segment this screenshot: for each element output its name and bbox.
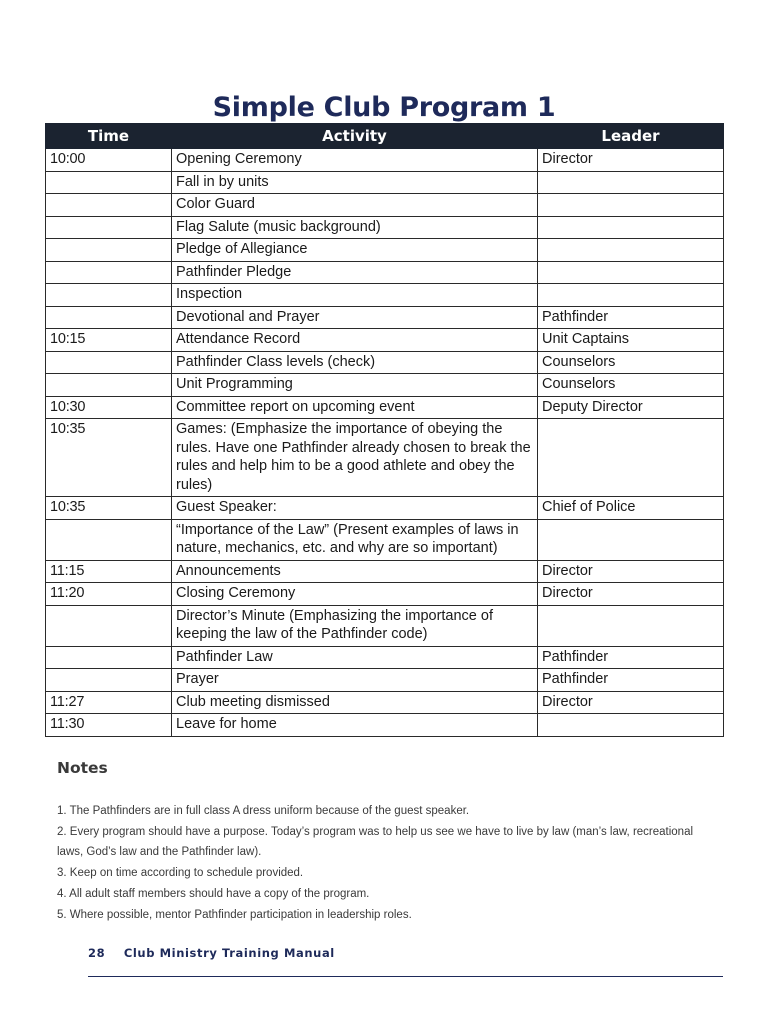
- activity-cell: Pathfinder Pledge: [172, 261, 538, 284]
- leader-cell: [538, 216, 724, 239]
- notes-list: [57, 801, 707, 925]
- table-row: [46, 560, 724, 583]
- activity-cell: Club meeting dismissed: [172, 691, 538, 714]
- leader-cell: [538, 284, 724, 307]
- note-item: 3. Keep on time according to schedule provided.: [57, 867, 304, 880]
- activity-cell: Prayer: [172, 669, 538, 692]
- time-cell: [46, 605, 172, 646]
- activity-cell: Director’s Minute (Emphasizing the importance of keeping the law of the Pathfinder code): [172, 605, 538, 646]
- activity-cell: “Importance of the Law” (Present examples of laws in nature, mechanics, etc. and why are so important): [172, 519, 538, 560]
- leader-cell: Counselors: [538, 351, 724, 374]
- time-cell: 11:30: [46, 714, 172, 737]
- table-row: [46, 171, 724, 194]
- table-row: [46, 239, 724, 262]
- time-cell: [46, 239, 172, 262]
- activity-cell: Flag Salute (music background): [172, 216, 538, 239]
- leader-cell: [538, 239, 724, 262]
- table-row: [46, 605, 724, 646]
- time-cell: 11:27: [46, 691, 172, 714]
- time-cell: [46, 171, 172, 194]
- table-row: [46, 284, 724, 307]
- table-row: [46, 691, 724, 714]
- activity-cell: Committee report on upcoming event: [172, 396, 538, 419]
- leader-cell: Counselors: [538, 374, 724, 397]
- time-cell: 10:00: [46, 149, 172, 172]
- table-row: [46, 396, 724, 419]
- leader-cell: Director: [538, 691, 724, 714]
- table-row: [46, 194, 724, 217]
- time-cell: 10:15: [46, 329, 172, 352]
- leader-cell: Pathfinder: [538, 306, 724, 329]
- time-cell: [46, 351, 172, 374]
- leader-cell: [538, 261, 724, 284]
- table-row: [46, 216, 724, 239]
- time-cell: [46, 306, 172, 329]
- leader-cell: Director: [538, 583, 724, 606]
- table-row: [46, 261, 724, 284]
- table-header-row: [46, 124, 724, 149]
- leader-cell: [538, 605, 724, 646]
- activity-cell: Pledge of Allegiance: [172, 239, 538, 262]
- activity-cell: Devotional and Prayer: [172, 306, 538, 329]
- table-row: [46, 497, 724, 520]
- activity-cell: Opening Ceremony: [172, 149, 538, 172]
- time-cell: 11:15: [46, 560, 172, 583]
- time-cell: [46, 646, 172, 669]
- page-title: Simple Club Program 1: [212, 92, 556, 124]
- table-row: [46, 646, 724, 669]
- program-table: [45, 123, 724, 737]
- table-row: [46, 419, 724, 497]
- activity-cell: Pathfinder Law: [172, 646, 538, 669]
- time-cell: [46, 261, 172, 284]
- time-cell: [46, 519, 172, 560]
- leader-cell: Director: [538, 149, 724, 172]
- activity-cell: Attendance Record: [172, 329, 538, 352]
- table-row: [46, 149, 724, 172]
- activity-cell: Leave for home: [172, 714, 538, 737]
- table-row: [46, 374, 724, 397]
- leader-cell: Deputy Director: [538, 396, 724, 419]
- manual-title: Club Ministry Training Manual: [123, 946, 335, 960]
- table-row: [46, 583, 724, 606]
- time-cell: 11:20: [46, 583, 172, 606]
- page-footer: [88, 946, 335, 960]
- leader-cell: Pathfinder: [538, 669, 724, 692]
- activity-cell: Color Guard: [172, 194, 538, 217]
- note-item: 5. Where possible, mentor Pathfinder participation in leadership roles.: [57, 908, 412, 921]
- activity-cell: Unit Programming: [172, 374, 538, 397]
- table-row: [46, 351, 724, 374]
- header-leader: Leader: [538, 124, 724, 149]
- leader-cell: [538, 171, 724, 194]
- time-cell: 10:35: [46, 497, 172, 520]
- leader-cell: [538, 419, 724, 497]
- leader-cell: Chief of Police: [538, 497, 724, 520]
- table-row: [46, 329, 724, 352]
- time-cell: 10:30: [46, 396, 172, 419]
- leader-cell: Pathfinder: [538, 646, 724, 669]
- leader-cell: Unit Captains: [538, 329, 724, 352]
- time-cell: [46, 669, 172, 692]
- time-cell: [46, 194, 172, 217]
- activity-cell: Fall in by units: [172, 171, 538, 194]
- time-cell: [46, 284, 172, 307]
- table-row: [46, 714, 724, 737]
- leader-cell: Director: [538, 560, 724, 583]
- footer-divider: [88, 976, 723, 977]
- activity-cell: Games: (Emphasize the importance of obeying the rules. Have one Pathfinder already chosen to break the rules and help him to be a good athlete and obey the rules): [172, 419, 538, 497]
- activity-cell: Pathfinder Class levels (check): [172, 351, 538, 374]
- activity-cell: Inspection: [172, 284, 538, 307]
- table-row: [46, 306, 724, 329]
- time-cell: [46, 216, 172, 239]
- activity-cell: Announcements: [172, 560, 538, 583]
- note-item: 4. All adult staff members should have a copy of the program.: [57, 887, 370, 900]
- note-item: 1. The Pathfinders are in full class A dress uniform because of the guest speaker.: [57, 805, 470, 817]
- activity-cell: Closing Ceremony: [172, 583, 538, 606]
- notes-heading: Notes: [57, 759, 108, 777]
- leader-cell: [538, 714, 724, 737]
- time-cell: [46, 374, 172, 397]
- header-activity: Activity: [172, 124, 538, 149]
- header-time: Time: [46, 124, 172, 149]
- table-body: [46, 149, 724, 737]
- table-row: [46, 519, 724, 560]
- time-cell: 10:35: [46, 419, 172, 497]
- table-row: [46, 669, 724, 692]
- page-number: 28: [88, 946, 106, 960]
- leader-cell: [538, 194, 724, 217]
- activity-cell: Guest Speaker:: [172, 497, 538, 520]
- note-item: 2. Every program should have a purpose. Today’s program was to help us see we have to live by law (man’s law, recreational laws, God’s law and the Pathfinder law).: [57, 825, 694, 859]
- leader-cell: [538, 519, 724, 560]
